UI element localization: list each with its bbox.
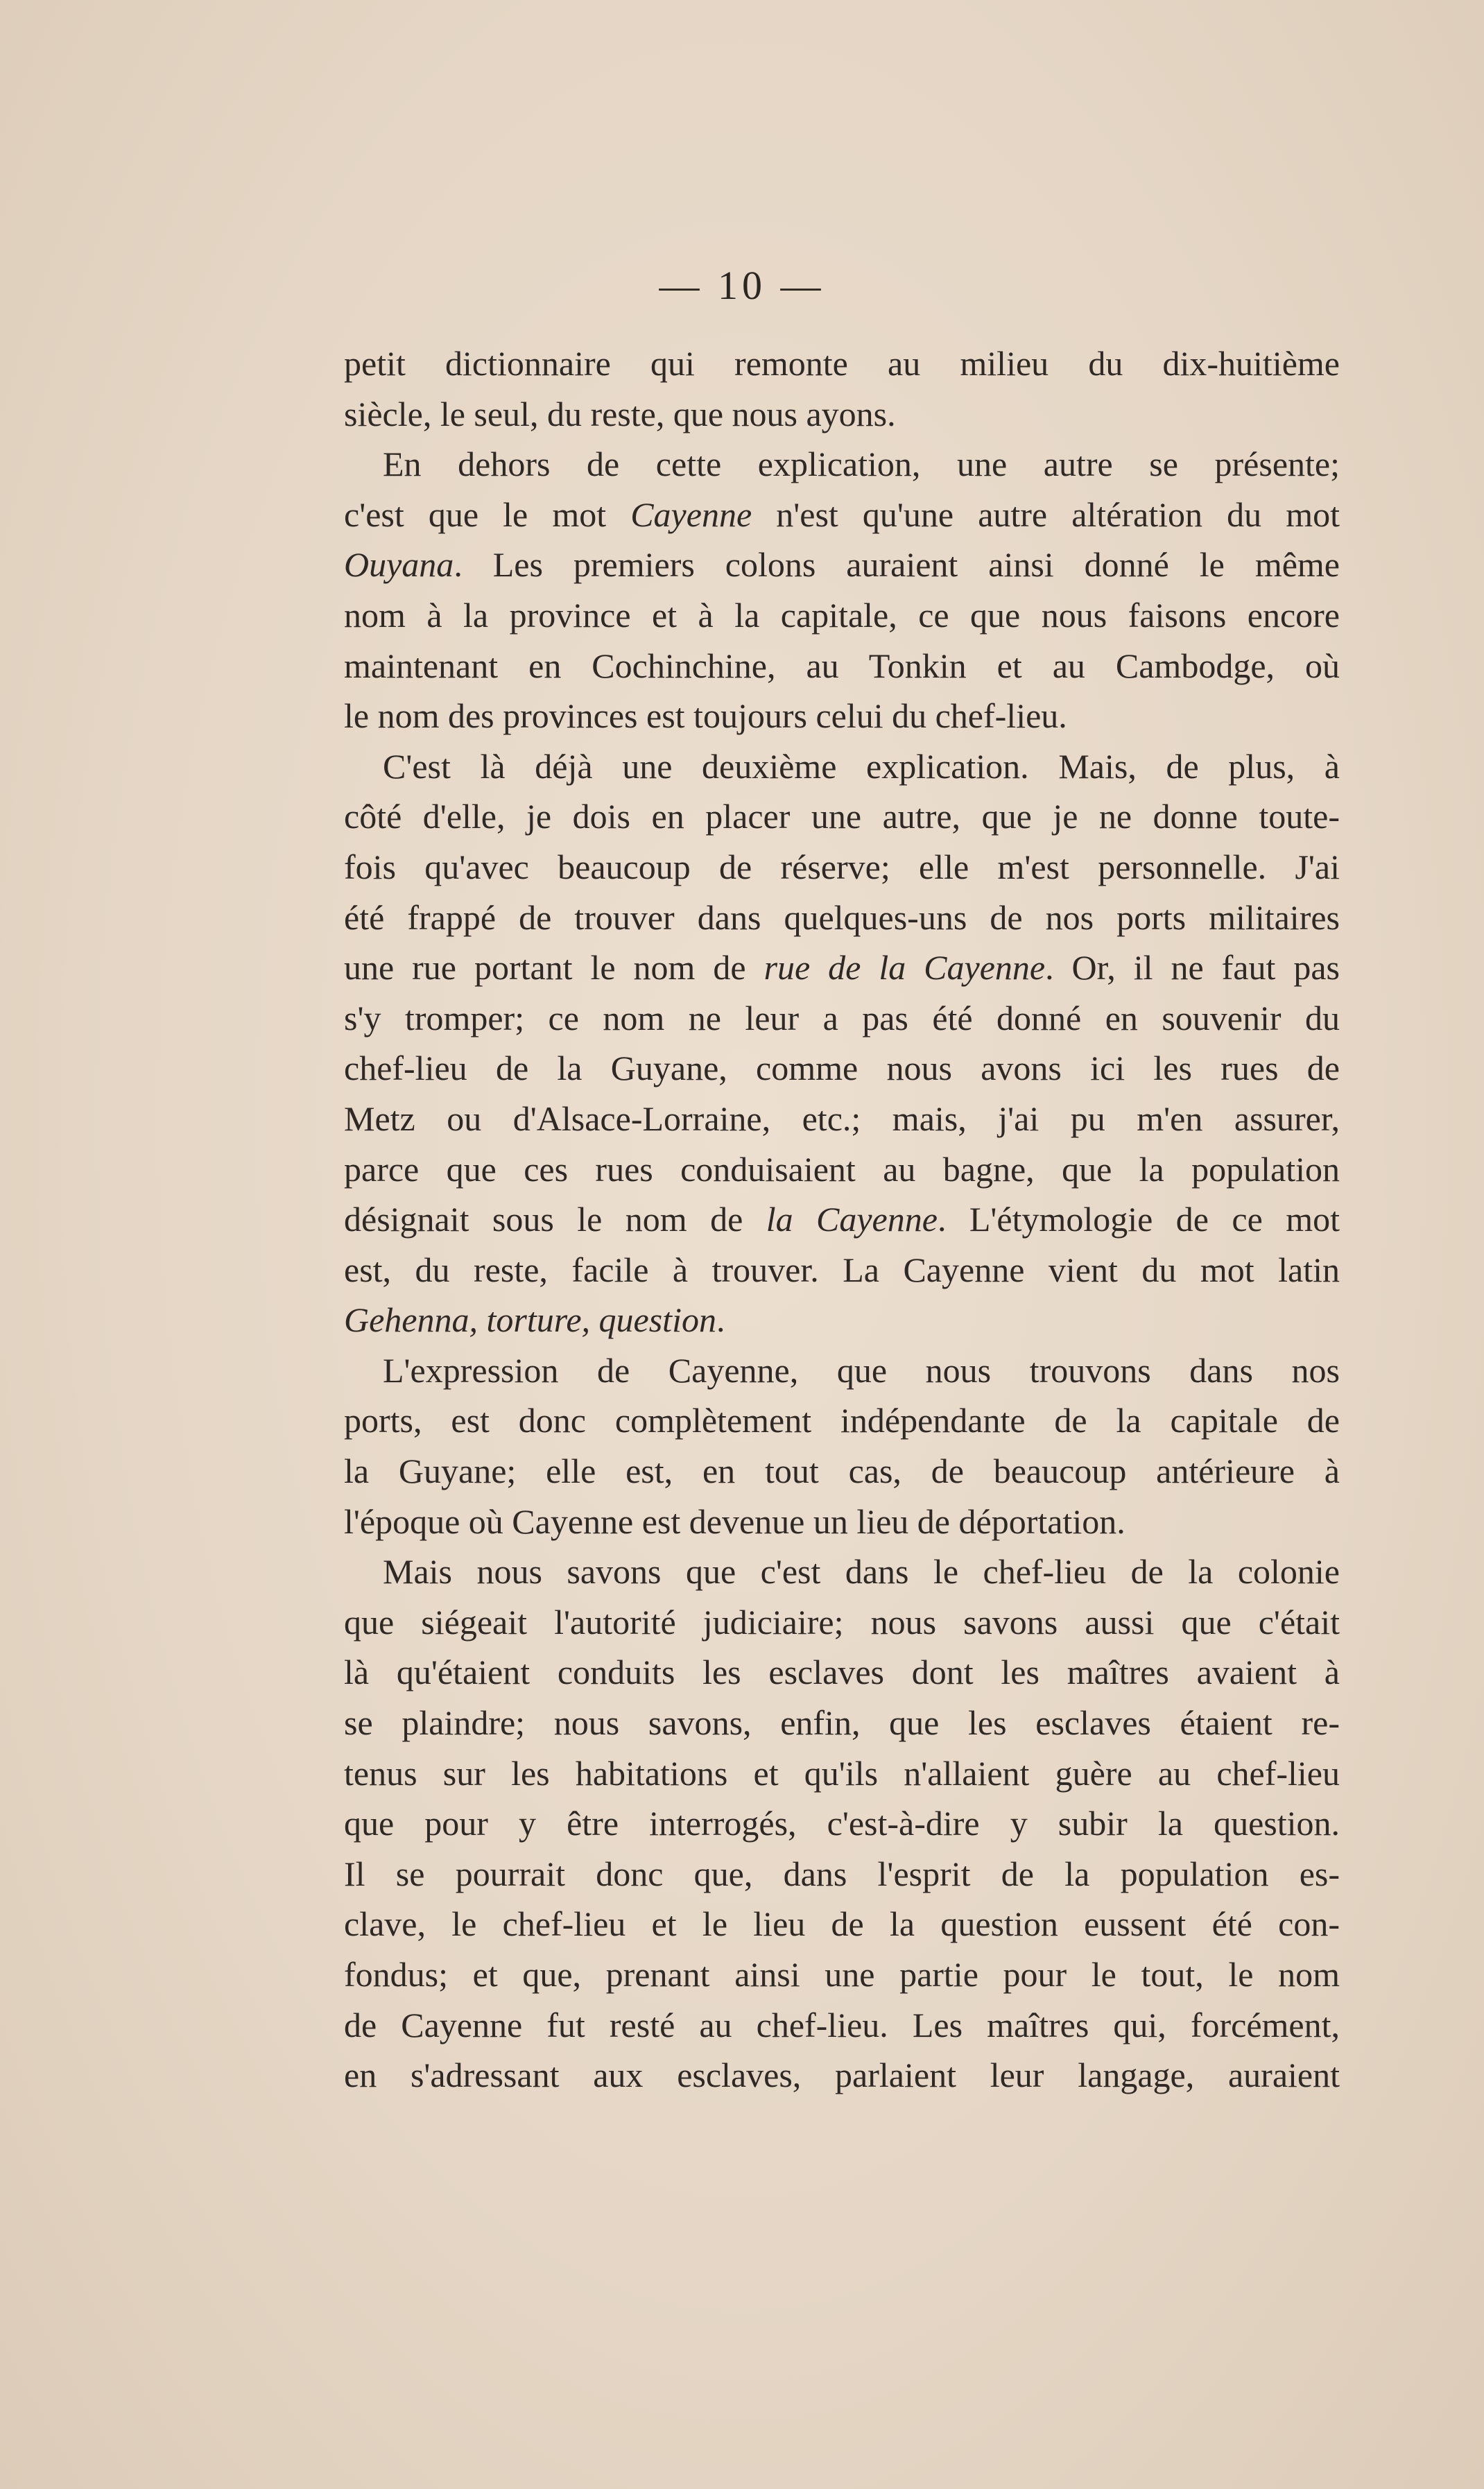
text-line: L'expression de Cayenne, que nous trouvons dans nos: [383, 1350, 1340, 1390]
text-line: côté d'elle, je dois en placer une autre, que je ne donne toute-: [344, 797, 1340, 836]
text-line: ports, est donc complètement indépendante de la capitale de: [344, 1401, 1340, 1440]
text-line: siècle, le seul, du reste, que nous ayons.: [344, 394, 896, 433]
text-line: nom à la province et à la capitale, ce que nous faisons encore: [344, 595, 1340, 635]
text-line: clave, le chef-lieu et le lieu de la question eussent été con-: [344, 1904, 1340, 1944]
text-line: c'est que le mot Cayenne n'est qu'une autre altération du mot: [344, 494, 1340, 534]
text-line: désignait sous le nom de la Cayenne. L'étymologie de ce mot: [344, 1200, 1340, 1239]
text-line: de Cayenne fut resté au chef-lieu. Les maîtres qui, forcément,: [344, 2005, 1340, 2044]
text-line: été frappé de trouver dans quelques-uns de nos ports militaires: [344, 897, 1340, 937]
text-line: fondus; et que, prenant ainsi une partie pour le tout, le nom: [344, 1955, 1340, 1994]
text-line: la Guyane; elle est, en tout cas, de beaucoup antérieure à: [344, 1452, 1340, 1491]
text-line: en s'adressant aux esclaves, parlaient leur langage, auraient: [344, 2056, 1340, 2095]
text-line: s'y tromper; ce nom ne leur a pas été donné en souvenir du: [344, 998, 1340, 1037]
text-line: Il se pourrait donc que, dans l'esprit de la population es-: [344, 1854, 1340, 1893]
text-line: maintenant en Cochinchine, au Tonkin et au Cambodge, où: [344, 646, 1340, 685]
text-line: est, du reste, facile à trouver. La Cayenne vient du mot latin: [344, 1250, 1340, 1289]
text-line: tenus sur les habitations et qu'ils n'allaient guère au chef-lieu: [344, 1753, 1340, 1793]
text-line: Gehenna, torture, question.: [344, 1300, 725, 1340]
text-line: Metz ou d'Alsace-Lorraine, etc.; mais, j'ai pu m'en assurer,: [344, 1099, 1340, 1138]
text-line: se plaindre; nous savons, enfin, que les esclaves étaient re-: [344, 1703, 1340, 1743]
text-line: petit dictionnaire qui remonte au milieu du dix-huitième: [344, 344, 1340, 383]
text-line: C'est là déjà une deuxième explication. Mais, de plus, à: [383, 746, 1340, 786]
text-line: En dehors de cette explication, une autre se présente;: [383, 445, 1340, 484]
text-line: parce que ces rues conduisaient au bagne, que la population: [344, 1149, 1340, 1189]
text-line: le nom des provinces est toujours celui du chef-lieu.: [344, 696, 1067, 736]
text-line: Mais nous savons que c'est dans le chef-lieu de la colonie: [383, 1552, 1340, 1592]
body-text: [344, 338, 1340, 2101]
text-line: que pour y être interrogés, c'est-à-dire y subir la question.: [344, 1804, 1340, 1843]
text-line: l'époque où Cayenne est devenue un lieu de déportation.: [344, 1501, 1125, 1541]
text-line: fois qu'avec beaucoup de réserve; elle m'est personnelle. J'ai: [344, 847, 1340, 886]
text-line: une rue portant le nom de rue de la Cayenne. Or, il ne faut pas: [344, 948, 1340, 988]
text-line: chef-lieu de la Guyane, comme nous avons ici les rues de: [344, 1049, 1340, 1088]
text-line: Ouyana. Les premiers colons auraient ainsi donné le même: [344, 545, 1340, 585]
page-number: — 10 —: [659, 263, 825, 308]
text-line: là qu'étaient conduits les esclaves dont les maîtres avaient à: [344, 1653, 1340, 1692]
text-line: que siégeait l'autorité judiciaire; nous savons aussi que c'était: [344, 1602, 1340, 1642]
